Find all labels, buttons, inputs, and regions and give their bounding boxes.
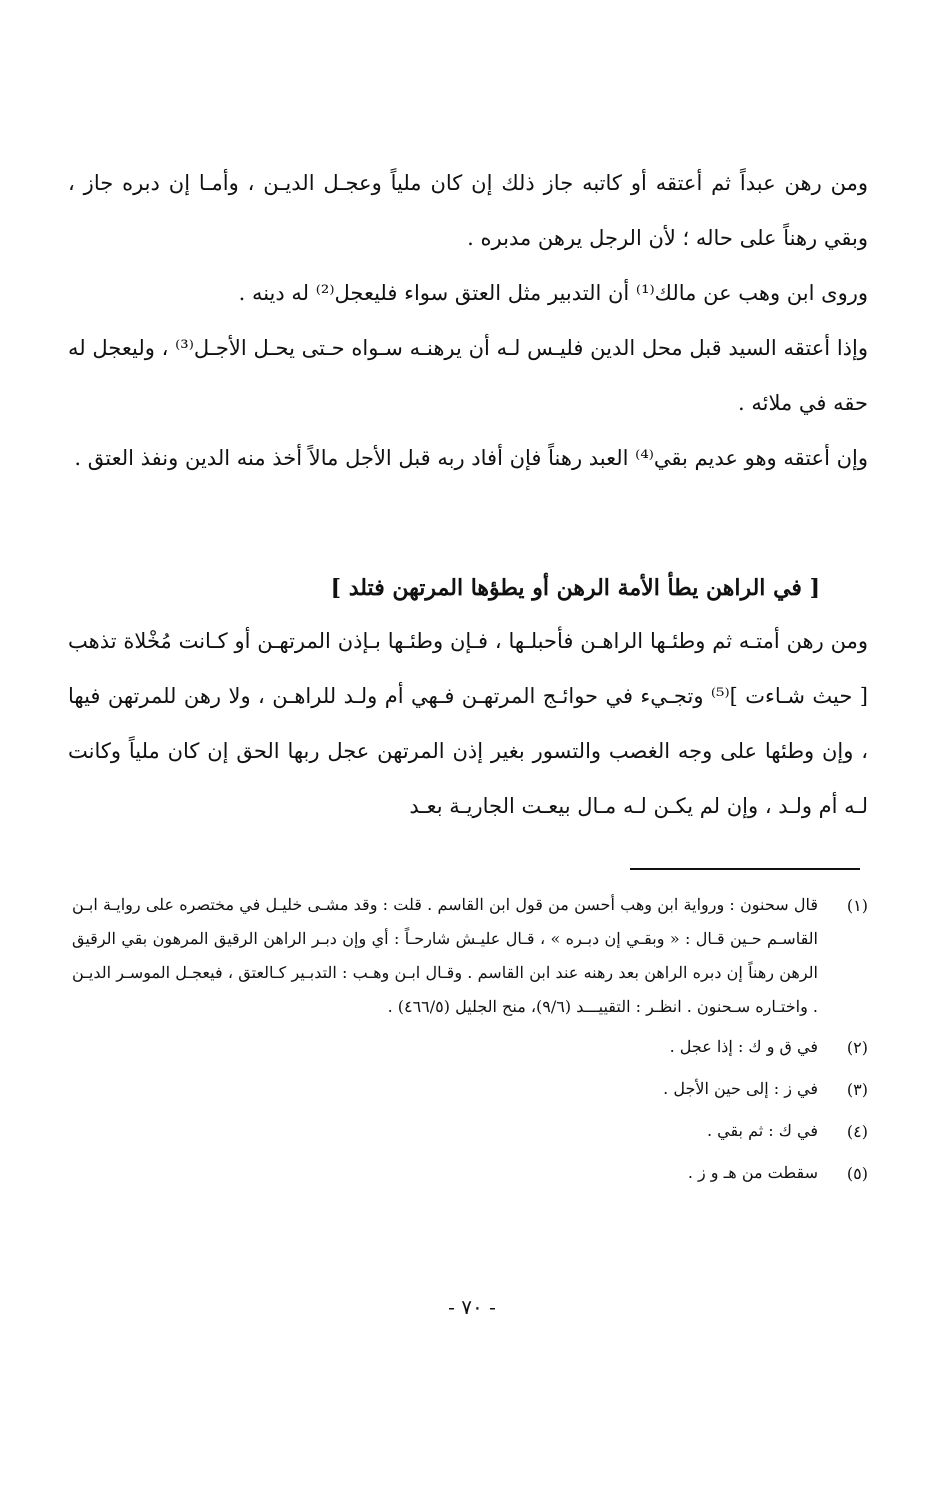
paragraph-ibn-wahb: وروى ابن وهب عن مالك⁽¹⁾ أن التدبير مثل العتق سواء فليعجل⁽²⁾ له دينه . [238,281,868,305]
footnote-number: (٢) [846,1038,868,1057]
footnote-text: في ق و ك : إذا عجل . [669,1037,818,1056]
footnote-text: سقطت من هـ و ز . [687,1163,818,1182]
section-heading: [ في الراهن يطأ الأمة الرهن أو يطؤها المرتهن فتلد ] [330,575,820,601]
footnote-item [72,1072,868,1108]
footnotes [72,888,868,1198]
footnote-text: في ز : إلى حين الأجل . [663,1079,818,1098]
footnote-number: (٥) [846,1164,868,1183]
footnote-number: (١) [846,896,868,915]
footnote-item [72,888,868,1024]
footnote-text: في ك : ثم بقي . [706,1121,818,1140]
paragraph-mortgaged-maid: ومن رهن أمتـه ثم وطئـها الراهـن فأحبلـها ، فـإن وطئـها بـإذن المرتهـن أو كـانت مُخْلاة تذهب [ حيث شـاءت ]⁽⁵⁾ وتجـيء في حوائـج المرتهـن فـهي أم ولـد للراهـن ، ولا رهن للمرتهن فيها ، وإن وطئها على وجه الغصب والتسور بغير إذن المرتهن عجل ربها الحق إن كان ملياً وكانت لـه أم ولـد ، وإن لم يكـن لـه مـال بيعـت الجاريـة بعـد [68,629,868,818]
footnote-text: قال سحنون : ورواية ابن وهب أحسن من قول ابن القاسم . قلت : وقد مشـى خليـل في مختصره على روايـة ابـن القاسـم حـين قـال : « وبقـي إن دبـره » ، قـال عليـش شارحـاً : أي وإن دبـر الراهن الرقيق المرهون بقي الرقيق الرهن رهناً إن دبره الراهن بعد رهنه عند ابن القاسم . وقـال ابـن وهـب : التدبـير كـالعتق ، فيعجـل الموسـر الديـن . واختـاره سـحنون . انظـر : التقييـــد (٩/٦)، منح الجليل (٤٦٦/٥) . [72,895,819,1016]
footnote-item [72,1156,868,1192]
footnote-number: (٤) [846,1122,868,1141]
paragraph-freed-before-term: وإذا أعتقه السيد قبل محل الدين فليـس لـه أن يرهنـه سـواه حـتى يحـل الأجـل⁽³⁾ ، وليعجل له حقه في ملائه . [68,336,868,415]
main-text-lower [68,614,868,834]
footnote-item [72,1030,868,1066]
footnote-number: (٣) [846,1080,868,1099]
page-number: - ٧٠ - [448,1295,496,1319]
main-text-upper [68,156,868,486]
footnote-separator [630,868,860,870]
paragraph-freed-while-destitute: وإن أعتقه وهو عديم بقي⁽⁴⁾ العبد رهناً فإن أفاد ربه قبل الأجل مالاً أخذ منه الدين ونفذ العتق . [74,446,868,470]
footnote-item [72,1114,868,1150]
paragraph-mortgaged-slave: ومن رهن عبداً ثم أعتقه أو كاتبه جاز ذلك إن كان ملياً وعجـل الديـن ، وأمـا إن دبره جاز ، وبقي رهناً على حاله ؛ لأن الرجل يرهن مدبره . [68,171,868,250]
